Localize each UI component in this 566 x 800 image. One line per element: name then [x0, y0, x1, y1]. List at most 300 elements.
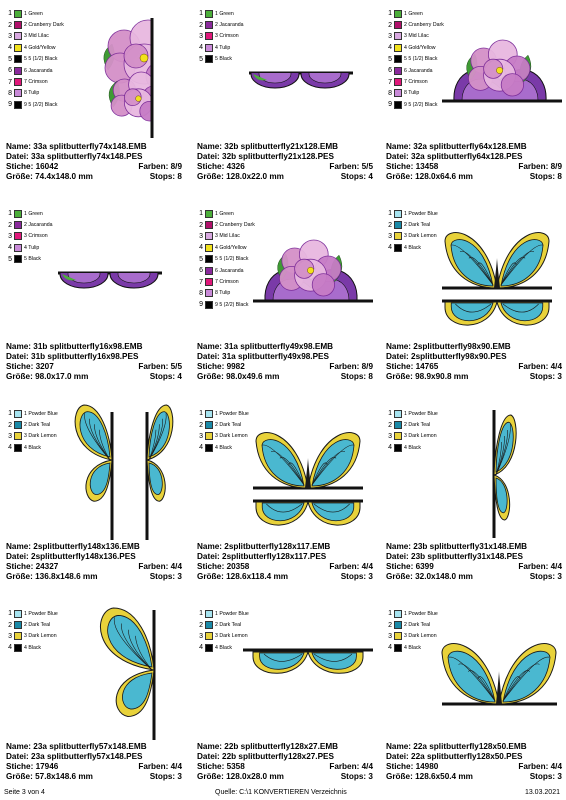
- info-row: [197, 342, 373, 352]
- color-name: 1 Green: [215, 10, 234, 17]
- color-swatch: [14, 55, 22, 63]
- design-card: [382, 600, 566, 796]
- stitch-count: Stiche: 6399: [386, 562, 434, 571]
- design-preview: [382, 600, 566, 740]
- color-number: 4: [388, 244, 392, 252]
- color-number: 3: [199, 432, 203, 440]
- color-swatch: [205, 210, 213, 218]
- design-name: Name: 2splitbutterfly98x90.EMB: [386, 342, 511, 351]
- color-name: 4 Black: [215, 644, 233, 651]
- color-name: 3 Dark Lemon: [24, 633, 57, 640]
- color-swatch: [205, 244, 213, 252]
- color-entry: [6, 408, 58, 419]
- color-swatch: [394, 632, 402, 640]
- color-number: 1: [199, 210, 203, 218]
- color-swatch: [394, 232, 402, 240]
- design-size: Größe: 128.0x28.0 mm: [197, 772, 284, 781]
- color-entry: [197, 442, 249, 453]
- color-swatch: [205, 32, 213, 40]
- color-swatch: [14, 410, 22, 418]
- color-entry: [386, 99, 444, 110]
- design-name: Name: 23a splitbutterfly57x148.EMB: [6, 742, 147, 751]
- stitch-count: Stiche: 5358: [197, 762, 245, 771]
- color-number: 4: [388, 444, 392, 452]
- color-number: 1: [199, 410, 203, 418]
- color-swatch: [394, 67, 402, 75]
- color-swatch: [394, 101, 402, 109]
- color-entry: [386, 619, 438, 630]
- info-row: [197, 142, 373, 152]
- color-count: Farben: 8/9: [329, 362, 373, 371]
- color-swatch: [14, 421, 22, 429]
- color-number: 3: [8, 232, 12, 240]
- color-number: 2: [388, 621, 392, 629]
- color-entry: [6, 54, 64, 65]
- color-swatch: [394, 89, 402, 97]
- color-name: 4 Gold/Yellow: [404, 44, 436, 51]
- design-file: Datei: 31a splitbutterfly49x98.PES: [197, 352, 329, 361]
- color-name: 2 Dark Teal: [404, 222, 431, 229]
- color-number: 1: [388, 10, 392, 18]
- info-row: [197, 352, 373, 362]
- stop-count: Stops: 4: [149, 372, 182, 381]
- color-entry: [197, 219, 255, 230]
- color-swatch: [205, 289, 213, 297]
- color-count: Farben: 5/5: [329, 162, 373, 171]
- color-number: 5: [199, 255, 203, 263]
- color-entry: [6, 88, 64, 99]
- design-size: Größe: 98.9x90.8 mm: [386, 372, 469, 381]
- color-entry: [197, 8, 244, 19]
- color-entry: [6, 619, 58, 630]
- color-entry: [386, 42, 444, 53]
- color-entry: [6, 99, 64, 110]
- color-swatch: [394, 221, 402, 229]
- color-swatch: [394, 421, 402, 429]
- color-name: 2 Dark Teal: [24, 422, 51, 429]
- info-row: [6, 772, 182, 782]
- info-row: [197, 752, 373, 762]
- color-list: [197, 408, 249, 454]
- color-name: 2 Dark Teal: [404, 422, 431, 429]
- color-swatch: [14, 210, 22, 218]
- stop-count: Stops: 8: [149, 172, 182, 181]
- info-row: [6, 362, 182, 372]
- color-swatch: [14, 644, 22, 652]
- stitch-count: Stiche: 3207: [6, 362, 54, 371]
- info-row: [6, 172, 182, 182]
- color-name: 4 Black: [24, 444, 42, 451]
- design-card: [2, 0, 186, 196]
- stitch-count: Stiche: 14980: [386, 762, 439, 771]
- color-count: Farben: 4/4: [138, 562, 182, 571]
- color-number: 7: [199, 278, 203, 286]
- color-swatch: [205, 301, 213, 309]
- color-swatch: [14, 432, 22, 440]
- color-name: 3 Crimson: [215, 33, 239, 40]
- design-file: Datei: 31b splitbutterfly16x98.PES: [6, 352, 139, 361]
- color-number: 1: [8, 610, 12, 618]
- color-entry: [6, 31, 64, 42]
- design-name: Name: 23b splitbutterfly31x148.EMB: [386, 542, 528, 551]
- color-swatch: [205, 232, 213, 240]
- design-file: Datei: 23b splitbutterfly31x148.PES: [386, 552, 523, 561]
- info-row: [6, 152, 182, 162]
- color-entry: [197, 631, 249, 642]
- color-entry: [386, 442, 438, 453]
- stop-count: Stops: 8: [529, 172, 562, 181]
- color-name: 3 Mid Lilac: [215, 233, 240, 240]
- design-info: [6, 742, 182, 782]
- info-row: [6, 562, 182, 572]
- info-row: [6, 552, 182, 562]
- info-row: [386, 142, 562, 152]
- color-swatch: [205, 621, 213, 629]
- color-number: 3: [388, 232, 392, 240]
- color-entry: [197, 608, 249, 619]
- color-swatch: [205, 21, 213, 29]
- design-size: Größe: 98.0x49.6 mm: [197, 372, 280, 381]
- stop-count: Stops: 3: [340, 572, 373, 581]
- design-preview: [2, 600, 186, 740]
- info-row: [6, 372, 182, 382]
- design-size: Größe: 57.8x148.6 mm: [6, 772, 93, 781]
- stitch-count: Stiche: 9982: [197, 362, 245, 371]
- color-name: 1 Powder Blue: [215, 610, 249, 617]
- info-row: [386, 172, 562, 182]
- color-count: Farben: 4/4: [518, 362, 562, 371]
- color-swatch: [394, 44, 402, 52]
- color-entry: [6, 19, 64, 30]
- color-number: 2: [199, 221, 203, 229]
- color-number: 2: [8, 221, 12, 229]
- color-number: 3: [199, 32, 203, 40]
- color-swatch: [205, 644, 213, 652]
- color-swatch: [205, 267, 213, 275]
- color-number: 2: [388, 421, 392, 429]
- design-size: Größe: 74.4x148.0 mm: [6, 172, 93, 181]
- color-entry: [386, 642, 438, 653]
- footer-source: Quelle: C:\1 KONVERTIEREN Verzeichnis: [215, 789, 347, 796]
- color-name: 4 Black: [404, 444, 422, 451]
- color-name: 4 Black: [24, 644, 42, 651]
- info-row: [386, 552, 562, 562]
- color-count: Farben: 4/4: [518, 762, 562, 771]
- split-butterfly-vertical-preview: [75, 405, 173, 540]
- info-row: [386, 762, 562, 772]
- color-swatch: [14, 32, 22, 40]
- color-swatch: [205, 432, 213, 440]
- color-swatch: [394, 32, 402, 40]
- info-row: [6, 162, 182, 172]
- color-number: 5: [8, 255, 12, 263]
- design-preview: [193, 200, 377, 340]
- color-number: 4: [199, 244, 203, 252]
- design-preview: [193, 400, 377, 540]
- color-list: [386, 408, 438, 454]
- color-count: Farben: 5/5: [138, 362, 182, 371]
- design-name: Name: 32a splitbutterfly64x128.EMB: [386, 142, 527, 151]
- color-entry: [197, 254, 255, 265]
- color-swatch: [14, 244, 22, 252]
- color-name: 4 Gold/Yellow: [215, 244, 247, 251]
- color-name: 7 Crimson: [404, 79, 428, 86]
- color-name: 5 5 (1/2) Black: [404, 56, 438, 63]
- color-name: 2 Jacaranda: [24, 222, 53, 229]
- color-number: 3: [199, 232, 203, 240]
- design-name: Name: 31a splitbutterfly49x98.EMB: [197, 342, 334, 351]
- color-number: 3: [388, 632, 392, 640]
- color-swatch: [14, 621, 22, 629]
- color-swatch: [205, 410, 213, 418]
- color-entry: [197, 231, 255, 242]
- design-size: Größe: 128.6x118.4 mm: [197, 572, 289, 581]
- color-name: 2 Dark Teal: [404, 622, 431, 629]
- design-file: Datei: 33a splitbutterfly74x148.PES: [6, 152, 143, 161]
- color-number: 6: [388, 67, 392, 75]
- color-number: 3: [8, 632, 12, 640]
- design-name: Name: 22a splitbutterfly128x50.EMB: [386, 742, 527, 751]
- color-name: 6 Jacaranda: [24, 67, 53, 74]
- color-number: 4: [8, 644, 12, 652]
- color-number: 4: [199, 44, 203, 52]
- design-preview: [193, 600, 377, 740]
- color-number: 2: [8, 621, 12, 629]
- info-row: [6, 142, 182, 152]
- color-swatch: [14, 632, 22, 640]
- info-row: [6, 352, 182, 362]
- split-flower-bottom-preview: [249, 60, 353, 88]
- color-entry: [6, 608, 58, 619]
- color-entry: [6, 208, 53, 219]
- design-file: Datei: 22a splitbutterfly128x50.PES: [386, 752, 523, 761]
- color-entry: [386, 208, 438, 219]
- color-number: 5: [8, 55, 12, 63]
- color-number: 8: [199, 289, 203, 297]
- color-swatch: [394, 610, 402, 618]
- color-entry: [6, 231, 53, 242]
- color-entry: [6, 42, 64, 53]
- color-entry: [6, 254, 53, 265]
- design-card: [193, 600, 377, 796]
- color-name: 1 Green: [215, 210, 234, 217]
- color-entry: [6, 631, 58, 642]
- design-card: [193, 200, 377, 396]
- color-swatch: [394, 21, 402, 29]
- color-swatch: [14, 101, 22, 109]
- info-row: [6, 742, 182, 752]
- design-info: [197, 742, 373, 782]
- color-entry: [386, 76, 444, 87]
- color-number: 4: [199, 644, 203, 652]
- stitch-count: Stiche: 4326: [197, 162, 245, 171]
- color-entry: [386, 19, 444, 30]
- color-swatch: [394, 432, 402, 440]
- design-card: [382, 400, 566, 596]
- design-info: [386, 142, 562, 182]
- color-swatch: [394, 244, 402, 252]
- info-row: [386, 342, 562, 352]
- color-number: 2: [199, 421, 203, 429]
- color-entry: [6, 642, 58, 653]
- color-number: 7: [8, 78, 12, 86]
- color-number: 7: [388, 78, 392, 86]
- split-butterfly-horizontal-preview: [253, 433, 363, 526]
- color-entry: [386, 631, 438, 642]
- color-entry: [197, 19, 244, 30]
- color-number: 1: [388, 610, 392, 618]
- color-number: 6: [8, 67, 12, 75]
- design-file: Datei: 32a splitbutterfly64x128.PES: [386, 152, 523, 161]
- info-row: [386, 562, 562, 572]
- color-swatch: [205, 221, 213, 229]
- color-entry: [386, 408, 438, 419]
- info-row: [6, 762, 182, 772]
- color-entry: [386, 54, 444, 65]
- split-flower-left-preview: [104, 18, 182, 138]
- design-name: Name: 31b splitbutterfly16x98.EMB: [6, 342, 143, 351]
- color-entry: [386, 8, 444, 19]
- color-number: 8: [388, 89, 392, 97]
- design-card: [2, 200, 186, 396]
- info-row: [197, 372, 373, 382]
- color-name: 2 Dark Teal: [215, 622, 242, 629]
- design-preview: [382, 0, 566, 140]
- color-swatch: [14, 444, 22, 452]
- color-list: [386, 8, 444, 111]
- design-info: [386, 742, 562, 782]
- color-count: Farben: 4/4: [518, 562, 562, 571]
- color-number: 6: [199, 267, 203, 275]
- color-entry: [386, 31, 444, 42]
- color-name: 2 Jacaranda: [215, 22, 244, 29]
- design-card: [2, 400, 186, 596]
- color-entry: [6, 65, 64, 76]
- color-name: 3 Dark Lemon: [404, 433, 437, 440]
- color-swatch: [14, 255, 22, 263]
- color-number: 2: [388, 221, 392, 229]
- color-number: 1: [388, 410, 392, 418]
- color-number: 2: [199, 621, 203, 629]
- color-list: [197, 208, 255, 311]
- color-name: 2 Dark Teal: [215, 422, 242, 429]
- color-name: 6 Jacaranda: [215, 267, 244, 274]
- info-row: [197, 542, 373, 552]
- color-swatch: [14, 610, 22, 618]
- stitch-count: Stiche: 14765: [386, 362, 439, 371]
- color-entry: [386, 219, 438, 230]
- color-name: 3 Mid Lilac: [24, 33, 49, 40]
- color-name: 1 Green: [404, 10, 423, 17]
- color-list: [6, 608, 58, 654]
- color-entry: [386, 242, 438, 253]
- color-number: 3: [388, 32, 392, 40]
- split-flower-top-preview: [253, 240, 373, 301]
- color-number: 1: [8, 410, 12, 418]
- color-name: 7 Crimson: [215, 279, 239, 286]
- split-butterfly-bottom-preview: [243, 650, 373, 673]
- color-number: 4: [8, 244, 12, 252]
- info-row: [386, 572, 562, 582]
- info-row: [197, 162, 373, 172]
- color-name: 8 Tulip: [404, 90, 420, 97]
- color-name: 5 5 (1/2) Black: [24, 56, 58, 63]
- color-name: 2 Cranberry Dark: [404, 22, 444, 29]
- design-card: [382, 0, 566, 196]
- color-entry: [197, 42, 244, 53]
- design-size: Größe: 128.0x22.0 mm: [197, 172, 284, 181]
- info-row: [197, 562, 373, 572]
- color-swatch: [14, 221, 22, 229]
- color-entry: [197, 642, 249, 653]
- info-row: [6, 572, 182, 582]
- color-number: 9: [199, 301, 203, 309]
- design-info: [197, 342, 373, 382]
- design-preview: [2, 400, 186, 540]
- color-number: 1: [199, 610, 203, 618]
- color-entry: [6, 419, 58, 430]
- design-card: [193, 0, 377, 196]
- design-size: Größe: 98.0x17.0 mm: [6, 372, 89, 381]
- color-name: 2 Cranberry Dark: [215, 222, 255, 229]
- design-name: Name: 33a splitbutterfly74x148.EMB: [6, 142, 147, 151]
- color-name: 4 Tulip: [215, 44, 231, 51]
- design-card: [193, 400, 377, 596]
- design-file: Datei: 32b splitbutterfly21x128.PES: [197, 152, 334, 161]
- color-number: 4: [199, 444, 203, 452]
- stop-count: Stops: 8: [340, 372, 373, 381]
- color-name: 3 Crimson: [24, 233, 48, 240]
- color-name: 3 Dark Lemon: [404, 633, 437, 640]
- color-count: Farben: 4/4: [329, 562, 373, 571]
- color-entry: [386, 608, 438, 619]
- stop-count: Stops: 3: [529, 572, 562, 581]
- info-row: [386, 752, 562, 762]
- design-file: Datei: 22b splitbutterfly128x27.PES: [197, 752, 334, 761]
- stop-count: Stops: 3: [340, 772, 373, 781]
- color-swatch: [205, 255, 213, 263]
- color-entry: [197, 242, 255, 253]
- color-entry: [197, 54, 244, 65]
- color-name: 2 Dark Teal: [24, 622, 51, 629]
- split-butterfly-right-preview: [494, 410, 516, 538]
- color-swatch: [14, 89, 22, 97]
- info-row: [386, 362, 562, 372]
- color-list: [386, 208, 438, 254]
- info-row: [386, 742, 562, 752]
- design-info: [386, 542, 562, 582]
- color-entry: [197, 419, 249, 430]
- stitch-count: Stiche: 17946: [6, 762, 59, 771]
- color-swatch: [394, 55, 402, 63]
- design-preview: [2, 0, 186, 140]
- color-name: 5 Black: [24, 256, 42, 263]
- color-swatch: [205, 610, 213, 618]
- design-info: [386, 342, 562, 382]
- design-preview: [382, 400, 566, 540]
- stitch-count: Stiche: 20358: [197, 562, 250, 571]
- info-row: [386, 152, 562, 162]
- color-entry: [386, 231, 438, 242]
- design-size: Größe: 136.8x148.6 mm: [6, 572, 98, 581]
- color-name: 3 Dark Lemon: [215, 633, 248, 640]
- color-entry: [197, 288, 255, 299]
- color-swatch: [205, 421, 213, 429]
- color-name: 7 Crimson: [24, 79, 48, 86]
- design-card: [2, 600, 186, 796]
- info-row: [6, 542, 182, 552]
- color-name: 1 Powder Blue: [404, 610, 438, 617]
